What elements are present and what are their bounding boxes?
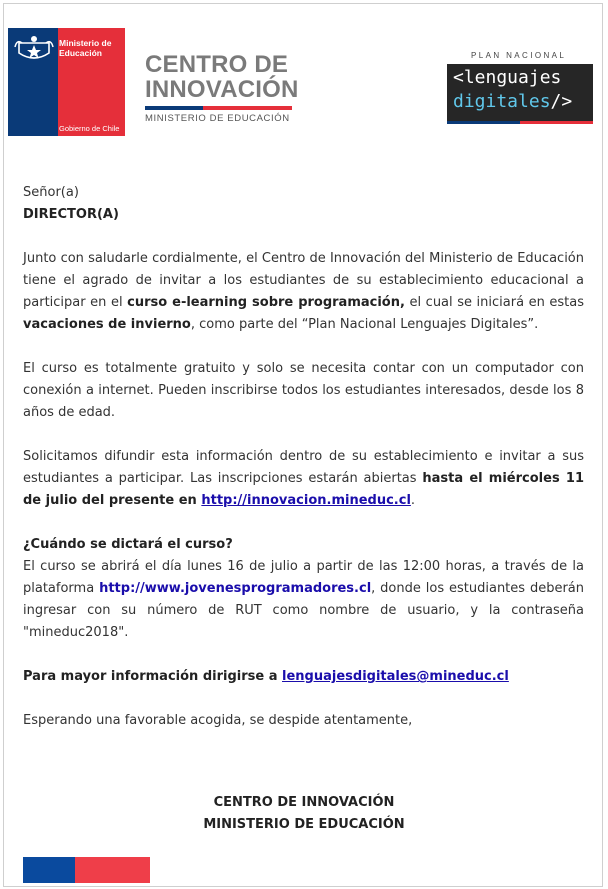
signature-line2: MINISTERIO DE EDUCACIÓN xyxy=(203,817,405,832)
centro-innovacion-logo xyxy=(145,51,299,124)
paragraph-free-course: El curso es totalmente gratuito y solo se necesita contar con un computador con conexión a internet. Pueden inscribirse todos los estudiantes interesados, desde los 8 años de edad. xyxy=(23,361,584,420)
contact-email-link[interactable]: lenguajesdigitales@mineduc.cl xyxy=(282,669,509,684)
plan-nacional-label: PLAN NACIONAL xyxy=(471,51,567,60)
innovacion-link[interactable]: http://innovacion.mineduc.cl xyxy=(201,493,411,508)
logo-color-bar xyxy=(447,121,593,124)
ci-subtitle: MINISTERIO DE EDUCACIÓN xyxy=(145,113,290,124)
paragraph-registration: Solicitamos difundir esta información dentro de su establecimiento e invitar a sus estudiantes a participar. Las inscripciones estarán abiertas hasta el miércoles 11 de julio del presente en http://innovacion.mineduc.cl. xyxy=(23,449,584,508)
jovenes-programadores-link[interactable]: http://www.jovenesprogramadores.cl xyxy=(99,581,372,596)
signature xyxy=(4,792,604,836)
salutation: Señor(a) xyxy=(23,185,79,200)
paragraph-schedule: El curso se abrirá el día lunes 16 de julio a partir de las 12:00 horas, a través de la plataforma http://www.jovenesprogramadores.cl, donde los estudiantes deberán ingresar con su número de RUT como nombre de usuario, y la contraseña "mineduc2018". xyxy=(23,559,584,640)
logo-line2: digitales xyxy=(453,91,551,112)
closing-text: Esperando una favorable acogida, se despide atentamente, xyxy=(23,713,413,728)
email-page xyxy=(3,3,603,887)
letter-body xyxy=(23,182,584,732)
government-text: Gobierno de Chile xyxy=(59,124,120,133)
letter-header xyxy=(4,4,604,144)
logo-line2-close: /> xyxy=(550,91,573,112)
when-heading: ¿Cuándo se dictará el curso? xyxy=(23,537,233,552)
ci-title-line2: INNOVACIÓN xyxy=(145,76,299,103)
coat-of-arms-icon xyxy=(13,33,55,65)
ci-color-bar xyxy=(145,106,292,110)
logo-line1: <lenguajes xyxy=(453,67,562,88)
paragraph-invitation: Junto con saludarle cordialmente, el Centro de Innovación del Ministerio de Educación tiene el agrado de invitar a los estudiantes de su establecimiento educacional a participar en el curso e-learning sobre programación, el cual se iniciará en estas vacaciones de invierno, como parte del “Plan Nacional Lenguajes Digitales”. xyxy=(23,251,584,332)
ministry-text: Ministerio de Educación xyxy=(59,38,112,58)
signature-line1: CENTRO DE INNOVACIÓN xyxy=(213,795,395,810)
ci-title-line1: CENTRO DE xyxy=(145,51,289,78)
lenguajes-digitales-logo xyxy=(447,64,593,121)
paragraph-contact: Para mayor información dirigirse a lenguajesdigitales@mineduc.cl xyxy=(23,669,509,684)
footer-color-bar xyxy=(23,857,150,883)
gobierno-de-chile-logo xyxy=(8,28,125,136)
recipient: DIRECTOR(A) xyxy=(23,207,119,222)
